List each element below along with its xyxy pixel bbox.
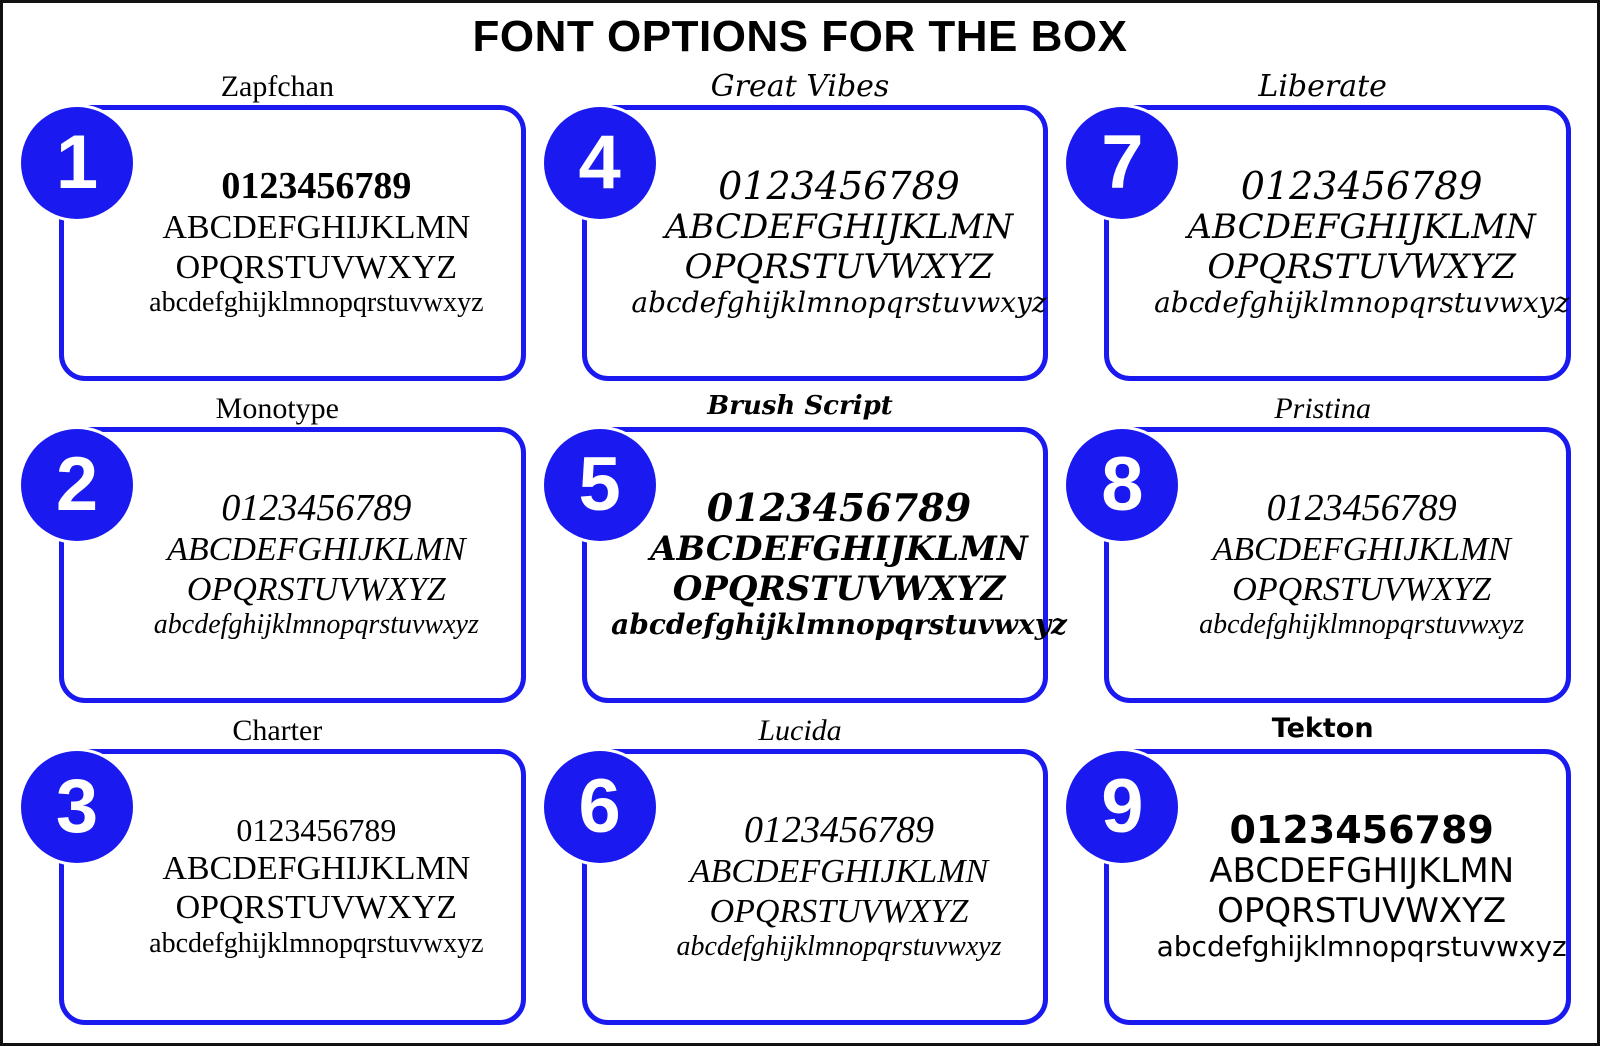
page-title: FONT OPTIONS FOR THE BOX (472, 12, 1128, 61)
font-option-name: Zapfchan (220, 70, 334, 103)
font-option-2[interactable] (21, 393, 534, 711)
sample-lowercase: abcdefghijklmnopqrstuvwxyz (1154, 286, 1570, 320)
option-number-badge: 3 (21, 751, 133, 863)
sample-lowercase: abcdefghijklmnopqrstuvwxyz (676, 931, 1002, 963)
sample-uppercase-1: ABCDEFGHIJKLMN (162, 209, 471, 247)
option-number-badge: 7 (1066, 107, 1178, 219)
option-number-badge: 4 (544, 107, 656, 219)
font-option-name: Tekton (1271, 713, 1374, 744)
sample-digits: 0123456789 (236, 811, 397, 848)
sample-lowercase: abcdefghijklmnopqrstuvwxyz (153, 609, 479, 641)
option-number-badge: 9 (1066, 751, 1178, 863)
sample-uppercase-2: OPQRSTUVWXYZ (175, 889, 458, 927)
sample-digits: 0123456789 (1229, 808, 1494, 853)
sample-lowercase: abcdefghijklmnopqrstuvwxyz (149, 287, 484, 319)
sample-digits: 0123456789 (1266, 487, 1457, 530)
sample-uppercase-1: ABCDEFGHIJKLMN (650, 529, 1028, 570)
sample-uppercase-2: OPQRSTUVWXYZ (672, 568, 1006, 609)
option-number-badge: 8 (1066, 429, 1178, 541)
sample-lowercase: abcdefghijklmnopqrstuvwxyz (1156, 930, 1567, 964)
option-number-badge: 1 (21, 107, 133, 219)
font-option-9[interactable] (1066, 715, 1579, 1033)
sample-uppercase-2: OPQRSTUVWXYZ (186, 570, 446, 608)
sample-uppercase-1: ABCDEFGHIJKLMN (664, 207, 1014, 248)
sample-uppercase-1: ABCDEFGHIJKLMN (1187, 207, 1536, 248)
sample-uppercase-2: OPQRSTUVWXYZ (175, 248, 458, 286)
sample-digits: 0123456789 (221, 165, 412, 208)
font-option-name: Great Vibes (710, 69, 890, 104)
option-number-badge: 2 (21, 429, 133, 541)
sample-uppercase-2: OPQRSTUVWXYZ (1217, 890, 1507, 931)
sample-uppercase-2: OPQRSTUVWXYZ (684, 246, 994, 287)
sample-uppercase-1: ABCDEFGHIJKLMN (1212, 531, 1511, 569)
font-option-name: Lucida (758, 714, 842, 747)
sample-lowercase: abcdefghijklmnopqrstuvwxyz (149, 927, 484, 959)
sample-uppercase-2: OPQRSTUVWXYZ (1232, 570, 1492, 608)
font-option-name: Charter (232, 714, 323, 747)
sample-uppercase-1: ABCDEFGHIJKLMN (167, 531, 466, 569)
font-option-7[interactable] (1066, 71, 1579, 389)
font-option-name: Brush Script (707, 391, 893, 421)
sample-lowercase: abcdefghijklmnopqrstuvwxyz (1199, 609, 1525, 641)
sample-uppercase-1: ABCDEFGHIJKLMN (1209, 851, 1515, 892)
sample-digits: 0123456789 (706, 485, 972, 531)
sample-digits: 0123456789 (743, 809, 934, 852)
font-option-8[interactable] (1066, 393, 1579, 711)
sample-digits: 0123456789 (1240, 164, 1483, 209)
font-option-3[interactable] (21, 715, 534, 1033)
sample-uppercase-2: OPQRSTUVWXYZ (1207, 246, 1516, 287)
font-option-5[interactable] (544, 391, 1067, 711)
sample-lowercase: abcdefghijklmnopqrstuvwxyz (631, 286, 1047, 320)
sample-uppercase-1: ABCDEFGHIJKLMN (689, 853, 989, 891)
option-number-badge: 5 (544, 429, 656, 541)
sample-digits: 0123456789 (718, 164, 960, 209)
font-option-1[interactable] (21, 71, 534, 389)
sample-uppercase-2: OPQRSTUVWXYZ (709, 892, 969, 930)
sample-digits: 0123456789 (221, 487, 412, 530)
font-option-name: Liberate (1258, 69, 1387, 104)
font-option-name: Pristina (1274, 392, 1371, 425)
font-option-6[interactable] (544, 715, 1057, 1033)
font-option-4[interactable] (544, 71, 1057, 389)
option-number-badge: 6 (544, 751, 656, 863)
sample-lowercase: abcdefghijklmnopqrstuvwxyz (611, 608, 1067, 642)
font-options-grid (21, 71, 1579, 1033)
sample-uppercase-1: ABCDEFGHIJKLMN (162, 849, 471, 887)
font-option-name: Monotype (215, 392, 339, 425)
